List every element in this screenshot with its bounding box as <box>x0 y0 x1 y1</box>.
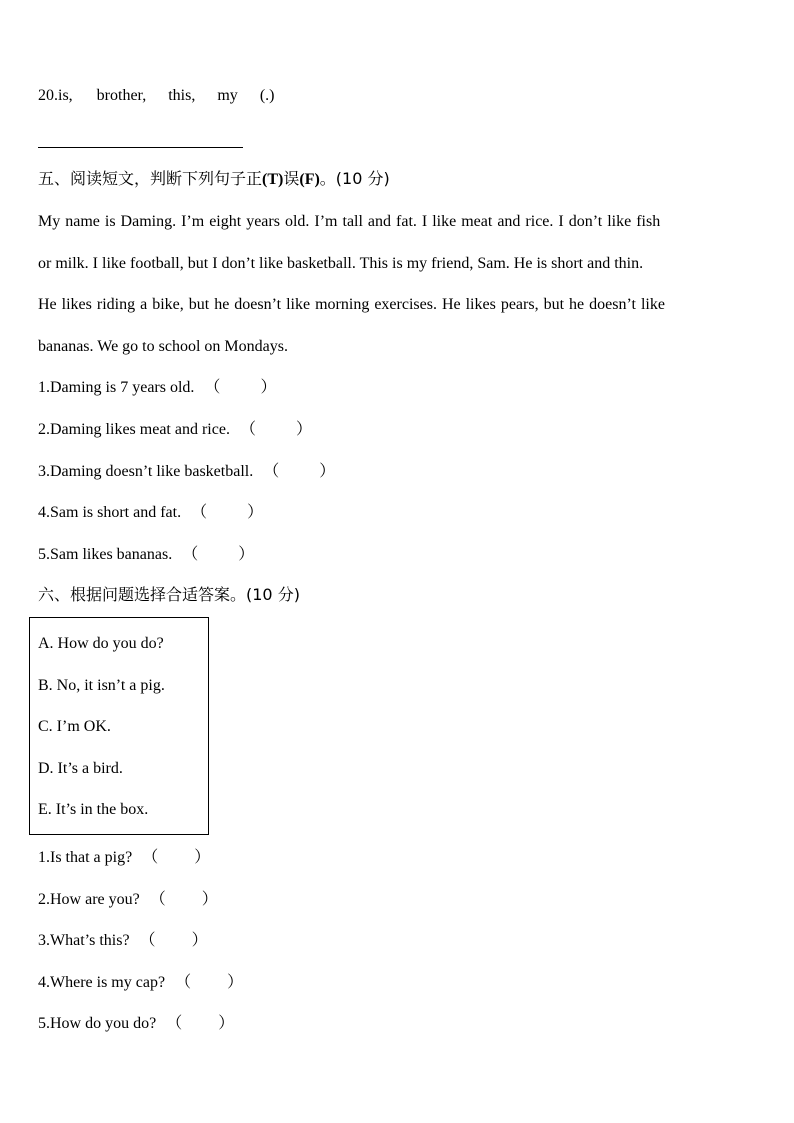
passage-line: bananas. We go to school on Mondays. <box>38 338 288 355</box>
answer-bracket[interactable]: （ ） <box>175 974 244 991</box>
word-3: this, <box>168 87 196 104</box>
answer-bracket[interactable]: （ ） <box>142 849 211 866</box>
hint-punctuation: (.) <box>259 87 275 104</box>
passage-line: He likes riding a bike, but he doesn’t like morning exercises. He likes pears, but he doesn’t like <box>38 296 665 313</box>
choose-item-4: 4.Where is my cap? （ ） <box>38 974 244 991</box>
answer-bracket[interactable]: （ ） <box>191 504 264 521</box>
choose-item-1: 1.Is that a pig? （ ） <box>38 849 211 866</box>
choose-item-3: 3.What’s this? （ ） <box>38 932 208 949</box>
choose-item-2: 2.How are you? （ ） <box>38 891 218 908</box>
passage-line: My name is Daming. I’m eight years old. I’m tall and fat. I like meat and rice. I don’t like fish <box>38 213 661 230</box>
answer-bracket[interactable]: （ ） <box>263 463 336 480</box>
option-e: E. It’s in the box. <box>38 801 149 818</box>
answer-bracket[interactable]: （ ） <box>239 421 312 438</box>
word-2: brother, <box>96 87 147 104</box>
answer-bracket[interactable]: （ ） <box>182 546 255 563</box>
answer-bracket[interactable]: （ ） <box>166 1015 235 1032</box>
passage-line: or milk. I like football, but I don’t like basketball. This is my friend, Sam. He is short and thin. <box>38 255 644 272</box>
word-1: is, <box>58 87 73 104</box>
option-c: C. I’m OK. <box>38 718 111 735</box>
question-20 <box>38 86 274 106</box>
answer-line[interactable] <box>38 147 243 148</box>
section-6-heading: 六、根据问题选择合适答案。(10 分) <box>38 585 300 604</box>
section-5-heading: 五、阅读短文，判断下列句子正(T)误(F)。(10 分) <box>38 169 390 188</box>
judge-item-2: 2.Daming likes meat and rice. （ ） <box>38 421 312 438</box>
question-20-number: 20. <box>38 87 58 104</box>
option-b: B. No, it isn’t a pig. <box>38 677 165 694</box>
answer-bracket[interactable]: （ ） <box>149 891 218 908</box>
word-4: my <box>217 87 238 104</box>
option-d: D. It’s a bird. <box>38 760 123 777</box>
judge-item-4: 4.Sam is short and fat. （ ） <box>38 504 264 521</box>
answer-bracket[interactable]: （ ） <box>139 932 208 949</box>
choose-item-5: 5.How do you do? （ ） <box>38 1015 235 1032</box>
answer-bracket[interactable]: （ ） <box>204 379 277 396</box>
judge-item-3: 3.Daming doesn’t like basketball. （ ） <box>38 463 336 480</box>
judge-item-5: 5.Sam likes bananas. （ ） <box>38 546 255 563</box>
judge-item-1: 1.Daming is 7 years old. （ ） <box>38 379 277 396</box>
option-a: A. How do you do? <box>38 635 164 652</box>
